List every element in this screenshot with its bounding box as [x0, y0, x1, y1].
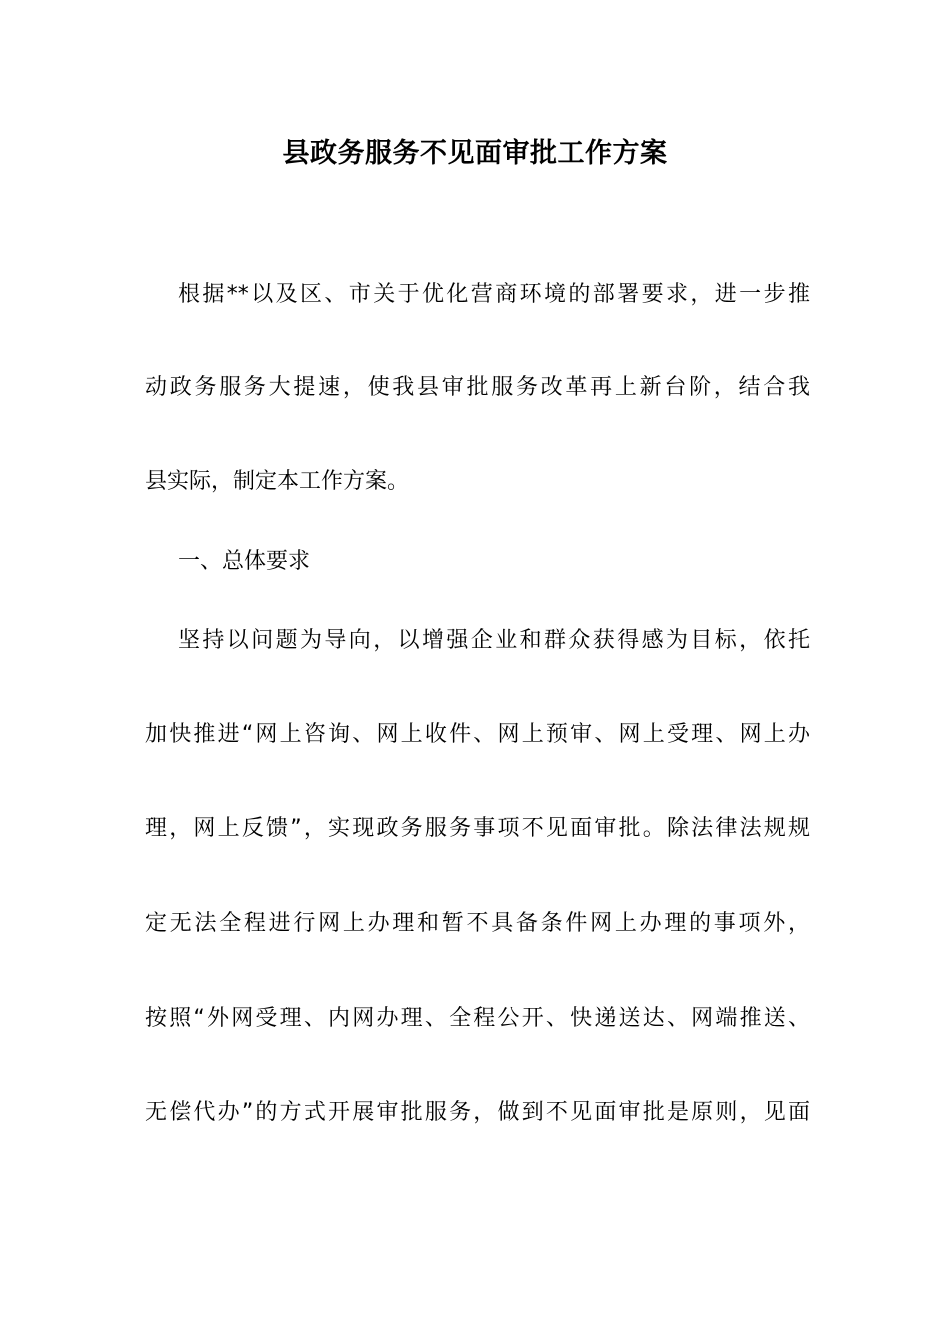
paragraph-line: 坚持以问题为导向，以增强企业和群众获得感为目标，依托: [178, 628, 810, 653]
paragraph-line: 加快推进“网上咨询、网上收件、网上预审、网上受理、网上办: [145, 722, 810, 747]
paragraph-line: 定无法全程进行网上办理和暂不具备条件网上办理的事项外，: [145, 911, 810, 936]
document-title: 县政务服务不见面审批工作方案: [282, 138, 668, 169]
paragraph-line: 无偿代办”的方式开展审批服务，做到不见面审批是原则，见面: [145, 1100, 810, 1125]
paragraph-line: 根据**以及区、市关于优化营商环境的部署要求，进一步推: [178, 282, 810, 307]
paragraph-line: 县实际，制定本工作方案。: [145, 469, 410, 494]
paragraph-line: 理，网上反馈”，实现政务服务事项不见面审批。除法律法规规: [145, 816, 810, 841]
paragraph-line: 动政务服务大提速，使我县审批服务改革再上新台阶，结合我: [145, 375, 810, 400]
section-heading: 一、总体要求: [178, 549, 311, 574]
paragraph-line: 按照“外网受理、内网办理、全程公开、快递送达、网端推送、: [145, 1006, 810, 1031]
